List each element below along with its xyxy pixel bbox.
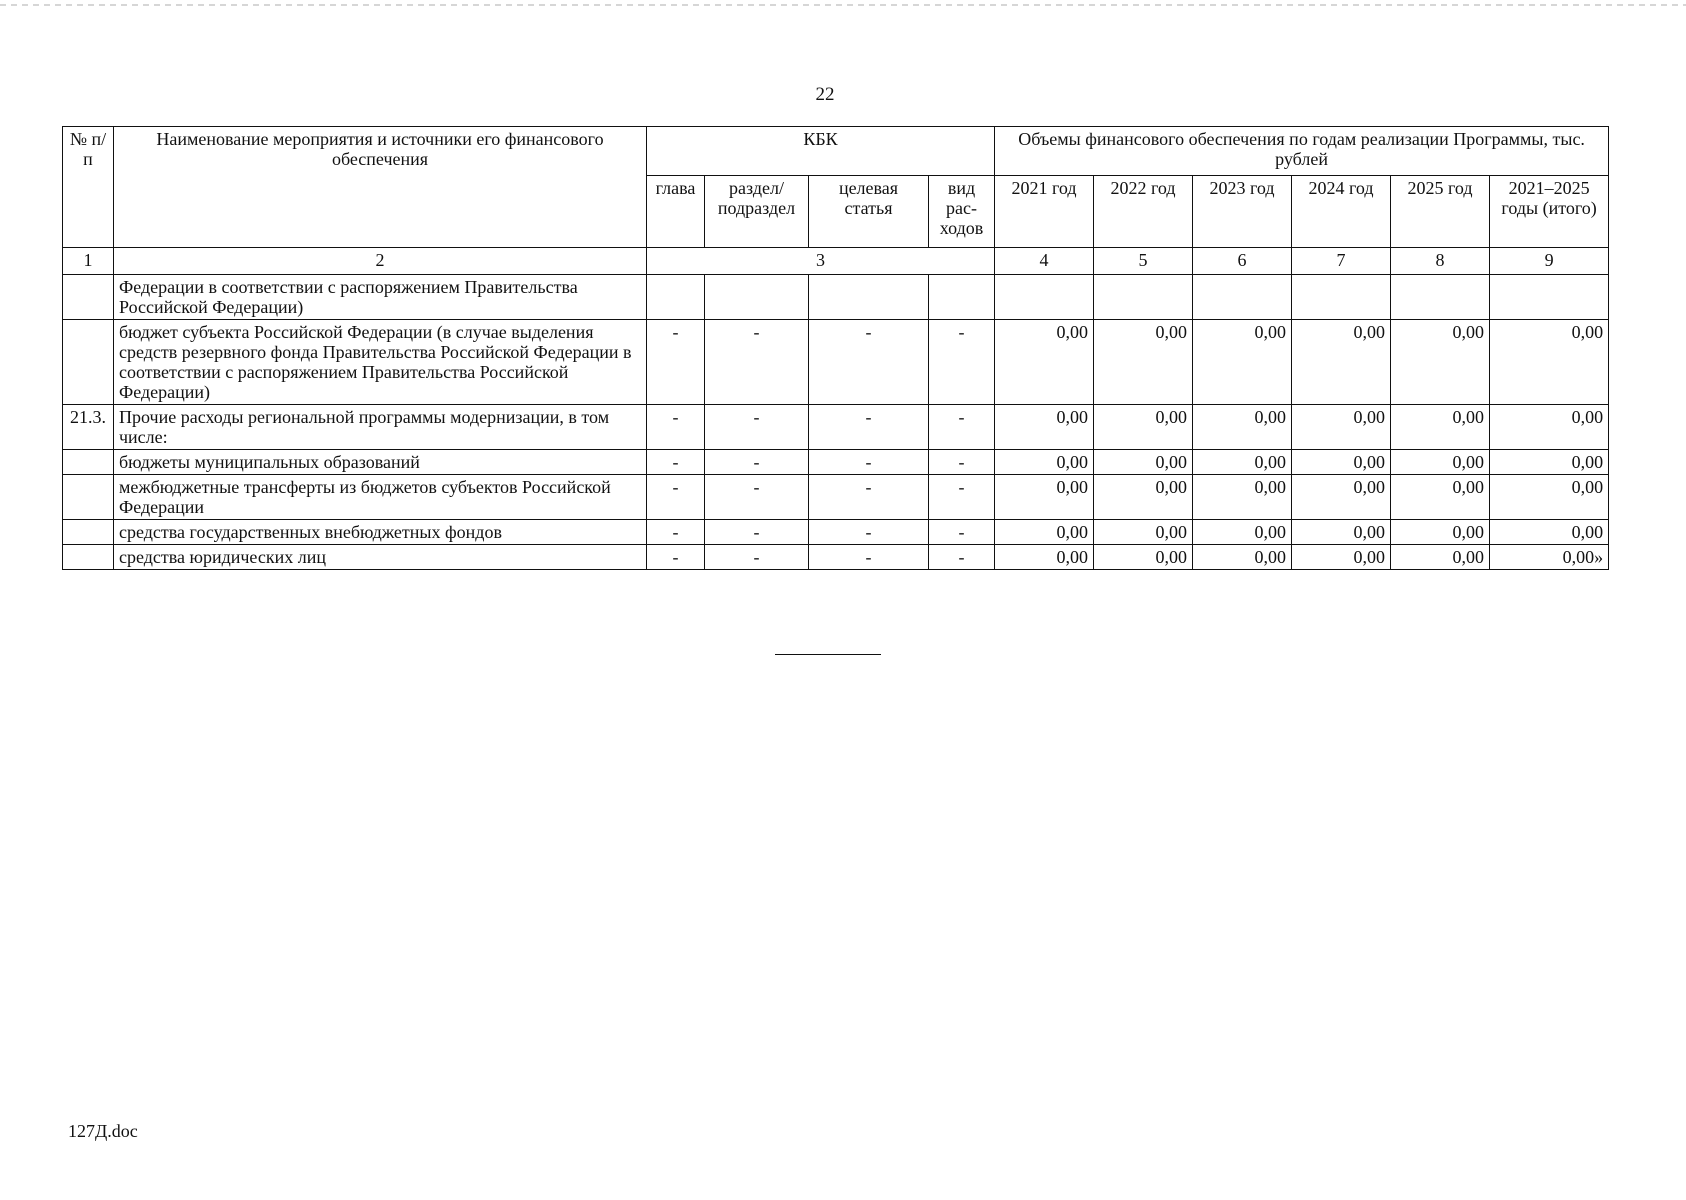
table-row — [63, 520, 1609, 545]
value-cell: 0,00 — [1193, 450, 1292, 475]
header-name: Наименование мероприятия и источники его финансового обеспечения — [114, 127, 647, 248]
footer-filename: 127Д.doc — [68, 1121, 138, 1141]
table-row — [63, 545, 1609, 570]
value-cell: 0,00 — [1391, 520, 1490, 545]
value-cell: 0,00 — [1292, 520, 1391, 545]
row-num — [63, 450, 114, 475]
value-cell: 0,00 — [1193, 405, 1292, 450]
value-cell: 0,00 — [995, 520, 1094, 545]
value-cell: 0,00 — [1391, 450, 1490, 475]
value-cell: 0,00 — [1391, 320, 1490, 405]
value-cell: 0,00 — [1490, 405, 1609, 450]
header-volumes: Объемы финансового обеспечения по годам реализации Программы, тыс. рублей — [995, 127, 1609, 176]
value-cell — [1391, 275, 1490, 320]
row-name: Прочие расходы региональной программы модернизации, в том числе: — [114, 405, 647, 450]
row-num — [63, 545, 114, 570]
header-year-2025: 2025 год — [1391, 176, 1490, 248]
col-number: 5 — [1094, 248, 1193, 275]
kbk-cell: - — [705, 405, 809, 450]
value-cell: 0,00 — [995, 320, 1094, 405]
value-cell: 0,00 — [1391, 475, 1490, 520]
header-kbk: КБК — [647, 127, 995, 176]
kbk-cell: - — [705, 450, 809, 475]
value-cell — [1193, 275, 1292, 320]
col-number: 6 — [1193, 248, 1292, 275]
value-cell: 0,00 — [1193, 545, 1292, 570]
row-name: бюджеты муниципальных образований — [114, 450, 647, 475]
header-kbk-type: вид рас-ходов — [929, 176, 995, 248]
kbk-cell — [647, 275, 705, 320]
row-name: бюджет субъекта Российской Федерации (в случае выделения средств резервного фонда Правительства Российской Федерации в соответствии с распоряжением Правительства Российской Федерации) — [114, 320, 647, 405]
col-number: 1 — [63, 248, 114, 275]
row-name: Федерации в соответствии с распоряжением Правительства Российской Федерации) — [114, 275, 647, 320]
value-cell: 0,00 — [1391, 545, 1490, 570]
header-num: № п/п — [63, 127, 114, 248]
kbk-cell: - — [647, 520, 705, 545]
row-name: средства государственных внебюджетных фондов — [114, 520, 647, 545]
value-cell: 0,00 — [1490, 475, 1609, 520]
header-year-total: 2021–2025 годы (итого) — [1490, 176, 1609, 248]
value-cell: 0,00 — [995, 545, 1094, 570]
kbk-cell: - — [705, 320, 809, 405]
value-cell: 0,00 — [1292, 405, 1391, 450]
header-kbk-article: целевая статья — [809, 176, 929, 248]
kbk-cell — [705, 275, 809, 320]
value-cell: 0,00 — [995, 450, 1094, 475]
value-cell: 0,00 — [1193, 320, 1292, 405]
kbk-cell: - — [647, 545, 705, 570]
kbk-cell: - — [809, 450, 929, 475]
table-row — [63, 320, 1609, 405]
value-cell: 0,00 — [1193, 520, 1292, 545]
table-row — [63, 450, 1609, 475]
value-cell — [1292, 275, 1391, 320]
header-year-2022: 2022 год — [1094, 176, 1193, 248]
kbk-cell: - — [647, 405, 705, 450]
value-cell: 0,00 — [1094, 475, 1193, 520]
column-numbers-row — [63, 248, 1609, 275]
value-cell: 0,00 — [995, 475, 1094, 520]
value-cell: 0,00 — [1094, 545, 1193, 570]
header-row — [63, 127, 1609, 176]
row-num — [63, 320, 114, 405]
kbk-cell: - — [809, 320, 929, 405]
kbk-cell: - — [929, 475, 995, 520]
value-cell: 0,00» — [1490, 545, 1609, 570]
kbk-cell: - — [809, 405, 929, 450]
kbk-cell: - — [647, 450, 705, 475]
header-kbk-section: раздел/ подраздел — [705, 176, 809, 248]
header-year-2023: 2023 год — [1193, 176, 1292, 248]
col-number: 2 — [114, 248, 647, 275]
value-cell: 0,00 — [1094, 450, 1193, 475]
col-number: 7 — [1292, 248, 1391, 275]
value-cell: 0,00 — [1292, 450, 1391, 475]
kbk-cell: - — [705, 475, 809, 520]
kbk-cell: - — [809, 520, 929, 545]
row-num — [63, 275, 114, 320]
row-num: 21.3. — [63, 405, 114, 450]
table-row — [63, 275, 1609, 320]
value-cell: 0,00 — [1094, 320, 1193, 405]
value-cell: 0,00 — [1193, 475, 1292, 520]
scan-edge — [0, 4, 1686, 6]
kbk-cell: - — [705, 545, 809, 570]
kbk-cell — [809, 275, 929, 320]
end-separator-line — [775, 654, 881, 655]
value-cell: 0,00 — [1391, 405, 1490, 450]
kbk-cell: - — [809, 545, 929, 570]
kbk-cell: - — [705, 520, 809, 545]
value-cell: 0,00 — [995, 405, 1094, 450]
row-num — [63, 475, 114, 520]
table-row — [63, 405, 1609, 450]
page-number: 22 — [815, 84, 835, 105]
value-cell — [1490, 275, 1609, 320]
value-cell: 0,00 — [1094, 405, 1193, 450]
kbk-cell: - — [929, 450, 995, 475]
value-cell — [1094, 275, 1193, 320]
value-cell: 0,00 — [1490, 320, 1609, 405]
col-number: 8 — [1391, 248, 1490, 275]
kbk-cell: - — [647, 475, 705, 520]
kbk-cell: - — [647, 320, 705, 405]
header-year-2021: 2021 год — [995, 176, 1094, 248]
kbk-cell: - — [929, 520, 995, 545]
row-num — [63, 520, 114, 545]
financing-table — [62, 126, 1609, 570]
value-cell: 0,00 — [1292, 475, 1391, 520]
value-cell — [995, 275, 1094, 320]
row-name: средства юридических лиц — [114, 545, 647, 570]
value-cell: 0,00 — [1094, 520, 1193, 545]
value-cell: 0,00 — [1292, 545, 1391, 570]
kbk-cell: - — [929, 405, 995, 450]
value-cell: 0,00 — [1490, 520, 1609, 545]
header-kbk-chapter: глава — [647, 176, 705, 248]
header-year-2024: 2024 год — [1292, 176, 1391, 248]
kbk-cell: - — [809, 475, 929, 520]
row-name: межбюджетные трансферты из бюджетов субъектов Российской Федерации — [114, 475, 647, 520]
kbk-cell — [929, 275, 995, 320]
col-number: 9 — [1490, 248, 1609, 275]
value-cell: 0,00 — [1292, 320, 1391, 405]
kbk-cell: - — [929, 320, 995, 405]
col-number: 4 — [995, 248, 1094, 275]
kbk-cell: - — [929, 545, 995, 570]
value-cell: 0,00 — [1490, 450, 1609, 475]
col-number: 3 — [647, 248, 995, 275]
table-row — [63, 475, 1609, 520]
